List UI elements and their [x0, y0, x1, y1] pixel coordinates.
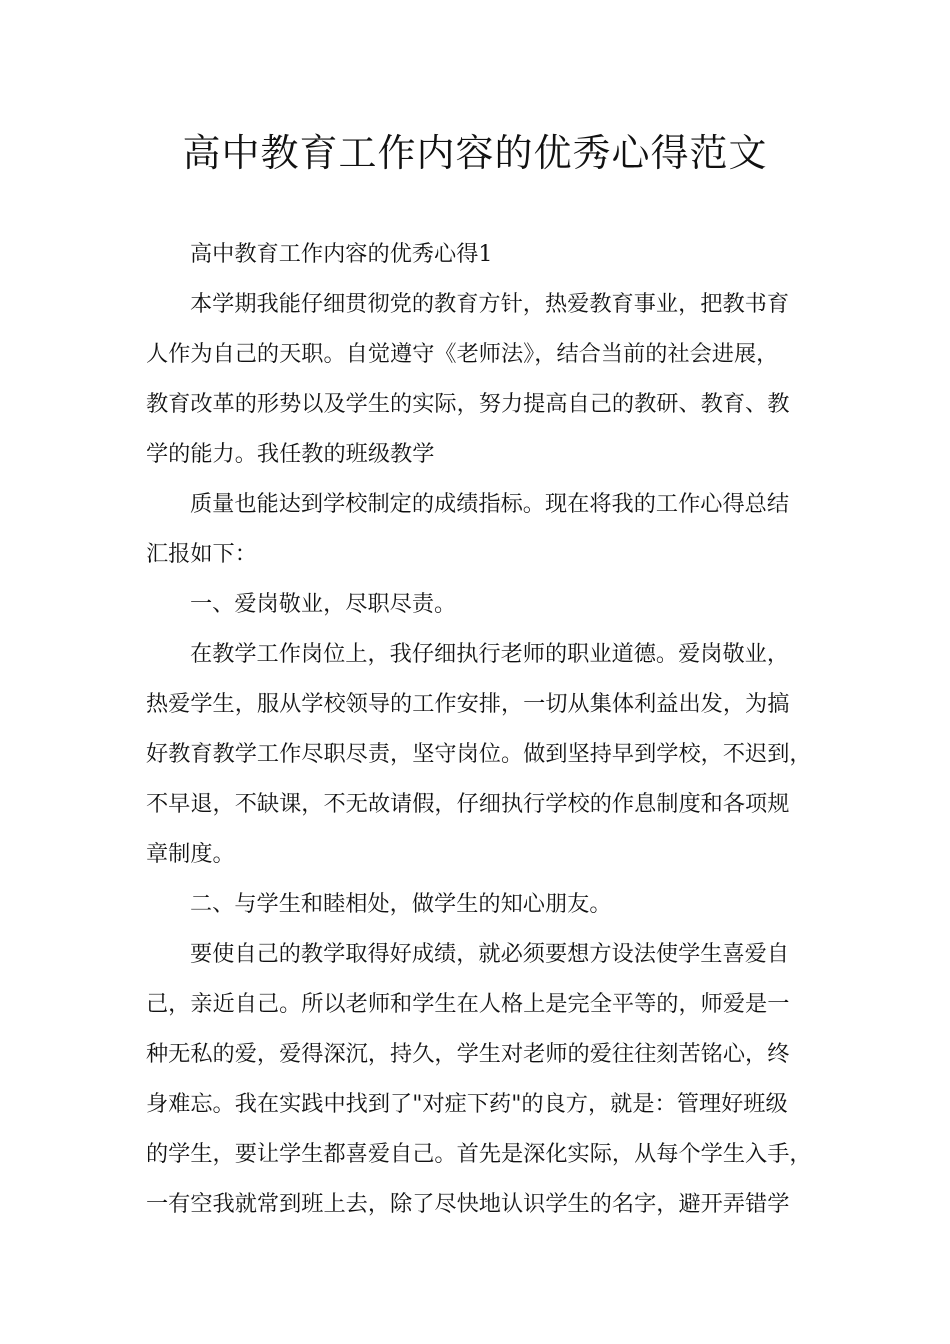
text-line: 章制度。 [146, 841, 235, 867]
text-line: 身难忘。我在实践中找到了"对症下药"的良方，就是：管理好班级 [146, 1091, 788, 1117]
text-line: 在教学工作岗位上，我仔细执行老师的职业道德。爱岗敬业， [190, 641, 790, 667]
text-line: 一有空我就常到班上去，除了尽快地认识学生的名字，避开弄错学 [146, 1191, 790, 1217]
text-line: 己，亲近自己。所以老师和学生在人格上是完全平等的，师爱是一 [146, 991, 790, 1017]
text-line: 种无私的爱，爱得深沉，持久，学生对老师的爱往往刻苦铭心，终 [146, 1041, 790, 1067]
paragraph-students [146, 929, 822, 1229]
paragraph-heading-two [146, 879, 822, 929]
text-line: 质量也能达到学校制定的成绩指标。现在将我的工作心得总结 [190, 491, 790, 517]
text-line: 本学期我能仔细贯彻党的教育方针，热爱教育事业，把教书育 [190, 291, 790, 317]
text-line: 热爱学生，服从学校领导的工作安排，一切从集体利益出发，为搞 [146, 691, 790, 717]
text-line: 不早退，不缺课，不无故请假，仔细执行学校的作息制度和各项规 [146, 791, 790, 817]
document-body [146, 229, 822, 1229]
text-line: 高中教育工作内容的优秀心得1 [190, 241, 493, 267]
paragraph-section-heading [146, 229, 822, 279]
document-title: 高中教育工作内容的优秀心得范文 [182, 131, 768, 175]
text-line: 的学生，要让学生都喜爱自己。首先是深化实际，从每个学生入手， [146, 1141, 812, 1167]
text-line: 二、与学生和睦相处，做学生的知心朋友。 [190, 891, 612, 917]
text-line: 教育改革的形势以及学生的实际，努力提高自己的教研、教育、教 [146, 391, 790, 417]
paragraph-intro [146, 279, 822, 479]
text-line: 好教育教学工作尽职尽责，坚守岗位。做到坚持早到学校，不迟到， [146, 741, 812, 767]
paragraph-dedication [146, 629, 822, 879]
paragraph-summary [146, 479, 822, 579]
text-line: 一、爱岗敬业，尽职尽责。 [190, 591, 457, 617]
paragraph-heading-one [146, 579, 822, 629]
text-line: 汇报如下： [146, 541, 257, 567]
text-line: 要使自己的教学取得好成绩，就必须要想方设法使学生喜爱自 [190, 941, 790, 967]
text-line: 人作为自己的天职。自觉遵守《老师法》，结合当前的社会进展， [146, 341, 779, 367]
text-line: 学的能力。我任教的班级教学 [146, 441, 435, 467]
